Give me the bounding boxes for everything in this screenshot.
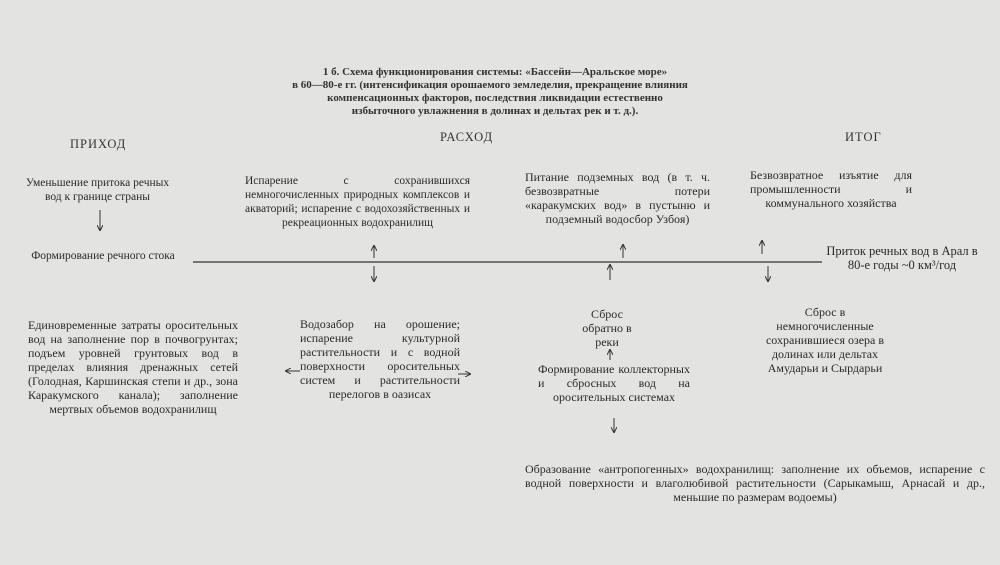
title-line-1: 1 б. Схема функционирования системы: «Бассейн—Аральское море»	[322, 66, 668, 78]
result-box-withdrawal: Безвозвратное изъятие для промышленности и коммунального хозяйства	[750, 168, 912, 210]
income-box-runoff: Формирование речного стока	[31, 250, 175, 262]
expense-box-discharge: Сброс обратно в реки	[582, 307, 632, 349]
bottom-box-reservoirs: Образование «антропогенных» водохранилищ: заполнение их объемов, испарение с водной поверхности и влаголюбивой растительности (Сарыкамыш, Арнасай и др., меньшие по размерам водоемы)	[525, 462, 985, 504]
title-line-3: компенсационных факторов, последствия ликвидации естественно	[327, 92, 663, 104]
expense-box-collector: Формирование коллекторных и сбросных вод на оросительных системах	[538, 362, 690, 404]
header-income: ПРИХОД	[70, 137, 127, 151]
title-line-2: в 60—80-е гг. (интенсификация орошаемого земледелия, прекращение влияния	[292, 79, 688, 91]
expense-box-groundwater: Питание подземных вод (в т. ч. безвозвратные потери «каракумских вод» в пустыню и подземный водосбор Узбоя)	[525, 170, 710, 226]
header-result: ИТОГ	[845, 130, 882, 144]
header-expense: РАСХОД	[440, 130, 494, 144]
expense-box-evaporation: Испарение с сохранившихся немногочисленных природных комплексов и акваторий; испарение с водохозяйственных и рекреационных водохранилищ	[245, 175, 470, 229]
income-box-reduced-inflow: Уменьшение притока речных вод к границе страны	[25, 177, 170, 203]
result-box-lakes: Сброс в немногочисленные сохранившиеся озера в долинах или дельтах Амударьи и Сырдарьи	[765, 305, 885, 375]
result-box-aral-inflow: Приток речных вод в Арал в 80-е годы ~0 км³/год	[826, 244, 978, 272]
title-line-4: избыточного увлажнения в долинах и дельтах рек и т. д.).	[351, 105, 639, 117]
income-box-one-time-costs: Единовременные затраты оросительных вод на заполнение пор в почвогрунтах; подъем уровней грунтовых вод в пределах влияния дренажных сетей (Голодная, Каршинская степи и др., зона Каракумского канала); заполнение мертвых объемов водохранилищ	[28, 318, 238, 416]
expense-box-withdrawal: Водозабор на орошение; испарение культурной растительности и с водной поверхности оросительных систем и растительности перелогов в оазисах	[300, 317, 460, 401]
